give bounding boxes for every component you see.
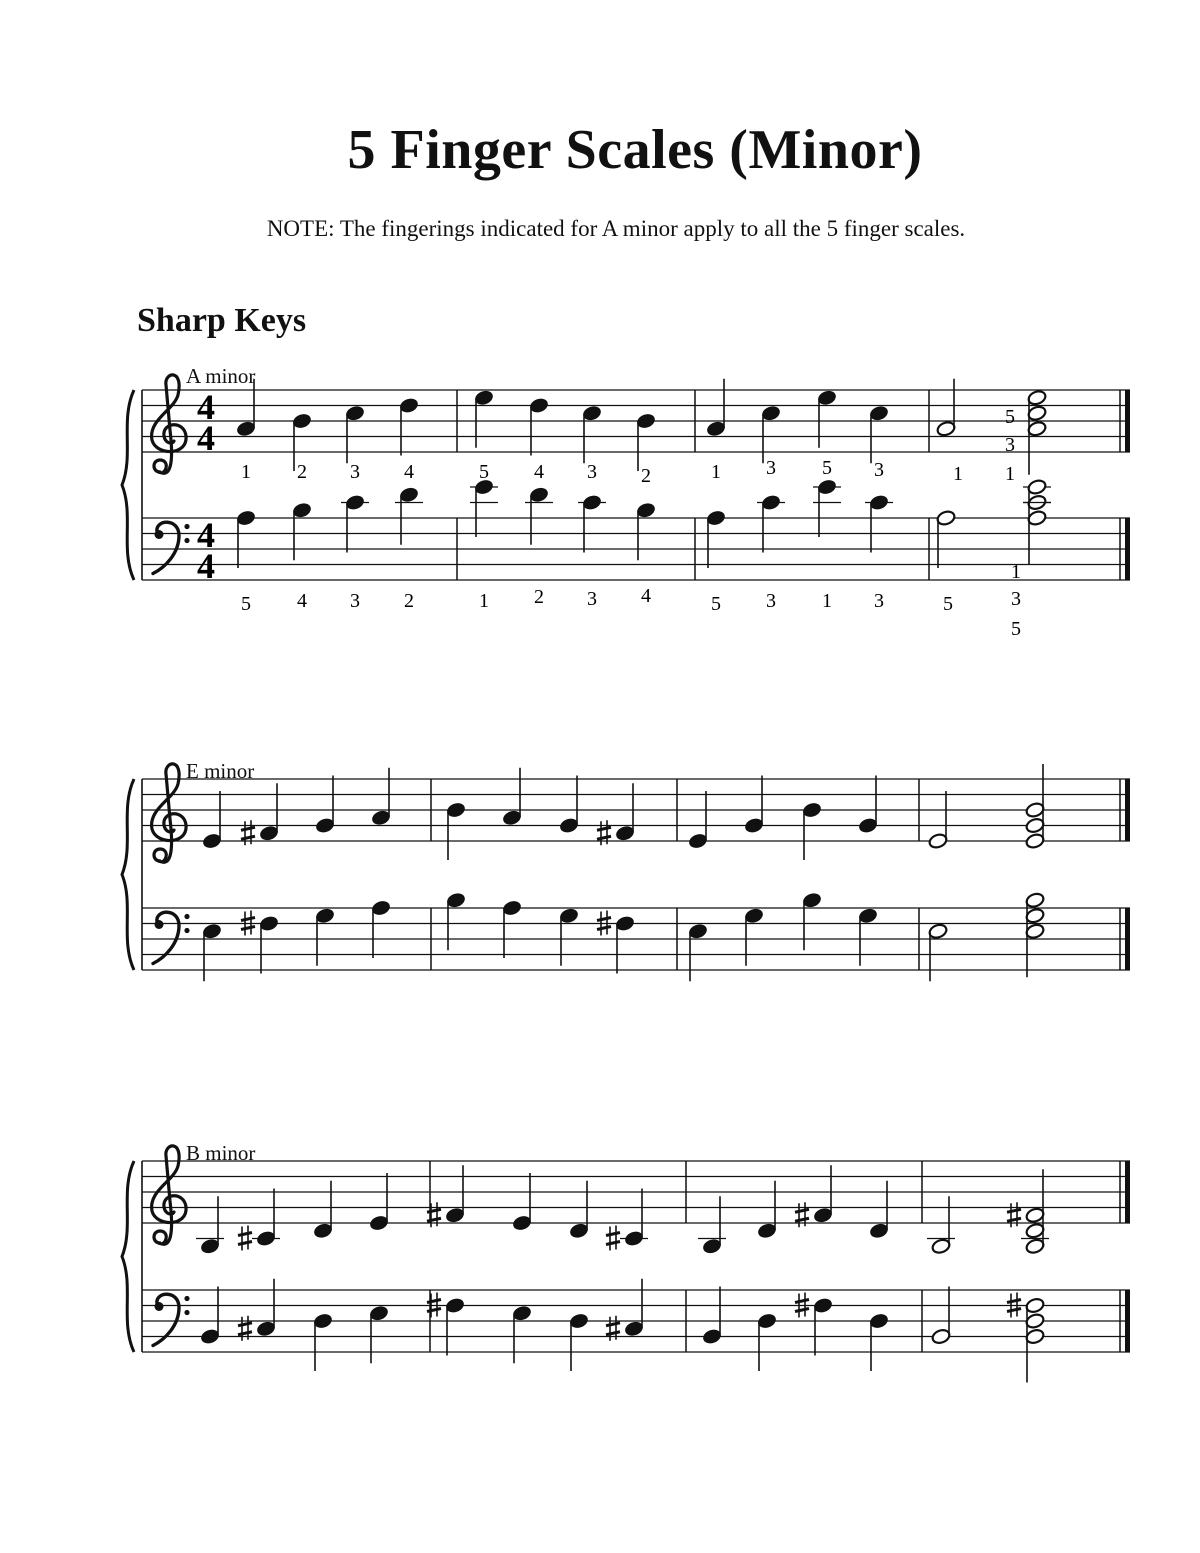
bass-chord-note [1027,509,1047,526]
sharp-icon [427,1309,441,1312]
bass-note [636,502,656,519]
time-signature-bottom: 4 [197,546,215,586]
treble-note [345,405,365,422]
sharp-icon [238,1233,252,1236]
fingering-number: 3 [1011,588,1021,610]
scale-label-a-minor: A minor [186,364,256,388]
fingering-number: 5 [1005,406,1015,428]
bass-chord-note [1025,1312,1045,1329]
fingering-number: 5 [479,461,489,483]
fingering-number: 3 [874,590,884,612]
treble-note [559,817,579,834]
treble-chord-note [1025,1238,1045,1255]
sharp-icon [1007,1209,1021,1212]
treble-note [292,412,312,429]
bass-note [292,502,312,519]
sharp-icon [795,1300,809,1303]
bass-chord-note [1025,892,1045,909]
treble-note [869,1222,889,1239]
fingering-number: 5 [1011,618,1021,640]
fingering-number: 5 [943,593,953,615]
bass-note [502,899,522,916]
bass-note [259,915,279,932]
fingering-number: 5 [822,457,832,479]
sharp-icon [241,927,255,930]
treble-half-note [928,832,948,849]
page-title: 5 Finger Scales (Minor) [347,119,923,181]
bass-clef-dot-icon [184,914,189,919]
sharp-icon [606,1233,620,1236]
treble-chord-note [1025,832,1045,849]
bass-note [371,899,391,916]
fingering-number: 2 [641,465,651,487]
fingering-number: 1 [1005,463,1015,485]
bass-note [315,907,335,924]
treble-note [529,397,549,414]
bass-note [256,1320,276,1337]
bass-half-note [936,509,956,526]
fingering-number: 3 [766,457,776,479]
bass-note [761,494,781,511]
treble-note [706,420,726,437]
bass-note [200,1328,220,1345]
bass-note [512,1305,532,1322]
fingering-number: 4 [641,585,651,607]
treble-note [858,817,878,834]
bass-half-note [931,1328,951,1345]
sharp-icon [241,918,255,921]
bass-clef-icon [153,1294,179,1345]
sharp-icon [427,1209,441,1212]
sharp-icon [241,827,255,830]
bass-note [744,907,764,924]
fingering-number: 3 [874,459,884,481]
grand-staff-brace [122,390,134,580]
treble-chord-note [1025,817,1045,834]
bass-note [559,907,579,924]
treble-chord-note [1025,1222,1045,1239]
bass-note [615,915,635,932]
treble-note [202,832,222,849]
bass-clef-icon [155,1302,164,1311]
sharp-icon [1007,1300,1021,1303]
fingering-number: 2 [404,590,414,612]
sharp-icon [795,1309,809,1312]
treble-chord-note [1027,389,1047,406]
final-barline [1125,908,1130,970]
fingering-number: 4 [297,590,307,612]
fingering-number: 1 [822,590,832,612]
treble-note [512,1214,532,1231]
bass-note [757,1312,777,1329]
treble-note [817,389,837,406]
treble-note [688,832,708,849]
treble-half-note [936,420,956,437]
bass-note [688,923,708,940]
treble-chord-note [1025,801,1045,818]
bass-note [813,1297,833,1314]
treble-note [259,825,279,842]
treble-note [369,1214,389,1231]
bass-chord-note [1025,1297,1045,1314]
bass-note [345,494,365,511]
treble-note [313,1222,333,1239]
bass-note [529,486,549,503]
bass-note [817,478,837,495]
bass-clef-icon [155,920,164,929]
treble-half-note [931,1238,951,1255]
fingering-number: 2 [534,586,544,608]
final-barline [1125,1290,1130,1352]
treble-note [371,809,391,826]
sharp-icon [606,1332,620,1335]
bass-clef-dot-icon [184,1310,189,1315]
bass-note [802,892,822,909]
treble-note [569,1222,589,1239]
bass-note [869,1312,889,1329]
bass-note [445,1297,465,1314]
sharp-icon [597,827,611,830]
treble-note [702,1238,722,1255]
fingering-number: 1 [953,463,963,485]
bass-clef-icon [155,530,164,539]
bass-note [702,1328,722,1345]
bass-chord-note [1025,923,1045,940]
fingering-number: 3 [766,590,776,612]
bass-chord-note [1027,478,1047,495]
scale-label-b-minor: B minor [186,1141,256,1165]
final-barline [1125,1161,1130,1223]
treble-note [802,801,822,818]
bass-clef-dot-icon [184,928,189,933]
treble-note [236,420,256,437]
treble-note [474,389,494,406]
scale-label-e-minor: E minor [186,759,255,783]
fingering-number: 4 [404,461,414,483]
treble-note [761,405,781,422]
fingering-number: 1 [241,461,251,483]
treble-chord-note [1027,405,1047,422]
bass-note [582,494,602,511]
bass-note [858,907,878,924]
treble-chord-note [1025,1207,1045,1224]
bass-note [869,494,889,511]
bass-half-note [928,923,948,940]
grand-staff-brace [122,1161,134,1352]
sharp-icon [238,1332,252,1335]
bass-note [202,923,222,940]
sharp-icon [606,1323,620,1326]
fingering-number: 3 [350,461,360,483]
bass-note [624,1320,644,1337]
sharp-icon [597,836,611,839]
treble-note [399,397,419,414]
treble-note [624,1230,644,1247]
treble-note [256,1230,276,1247]
treble-chord-note [1027,420,1047,437]
treble-note [615,825,635,842]
bass-clef-icon [153,522,179,573]
time-signature-bottom: 4 [197,418,215,458]
bass-note [313,1312,333,1329]
bass-chord-note [1025,1328,1045,1345]
bass-note [369,1305,389,1322]
treble-note [813,1207,833,1224]
treble-note [200,1238,220,1255]
sharp-icon [795,1209,809,1212]
bass-note [446,892,466,909]
sharp-icon [597,918,611,921]
final-barline [1125,390,1130,452]
sharp-icon [427,1218,441,1221]
fingering-number: 2 [297,461,307,483]
sharp-icon [1007,1218,1021,1221]
bass-note [236,509,256,526]
sharp-icon [241,836,255,839]
final-barline [1125,779,1130,841]
sharp-icon [238,1242,252,1245]
fingering-note: NOTE: The fingerings indicated for A minor apply to all the 5 finger scales. [266,216,966,241]
sharp-icon [1007,1309,1021,1312]
bass-clef-icon [153,912,179,963]
sharp-icon [795,1218,809,1221]
sharp-icon [597,927,611,930]
bass-note [399,486,419,503]
fingering-number: 3 [1005,434,1015,456]
fingering-number: 3 [350,590,360,612]
sharp-icon [427,1300,441,1303]
fingering-number: 1 [711,461,721,483]
treble-note [636,412,656,429]
final-barline [1125,518,1130,580]
fingering-number: 1 [479,590,489,612]
treble-note [445,1207,465,1224]
treble-note [757,1222,777,1239]
sharp-icon [606,1242,620,1245]
treble-note [869,405,889,422]
treble-note [315,817,335,834]
bass-note [706,509,726,526]
bass-clef-dot-icon [184,1296,189,1301]
bass-clef-dot-icon [184,524,189,529]
time-signature-top: 4 [197,515,215,555]
bass-chord-note [1025,907,1045,924]
fingering-number: 3 [587,588,597,610]
time-signature-top: 4 [197,387,215,427]
fingering-number: 5 [241,593,251,615]
grand-staff-brace [122,779,134,970]
bass-note [569,1312,589,1329]
section-title-sharp-keys: Sharp Keys [137,302,307,339]
fingering-number: 5 [711,593,721,615]
fingering-number: 3 [587,461,597,483]
bass-clef-dot-icon [184,538,189,543]
treble-note [582,405,602,422]
treble-note [744,817,764,834]
fingering-number: 1 [1011,561,1021,583]
fingering-number: 4 [534,461,544,483]
treble-note [446,801,466,818]
sharp-icon [238,1323,252,1326]
treble-note [502,809,522,826]
